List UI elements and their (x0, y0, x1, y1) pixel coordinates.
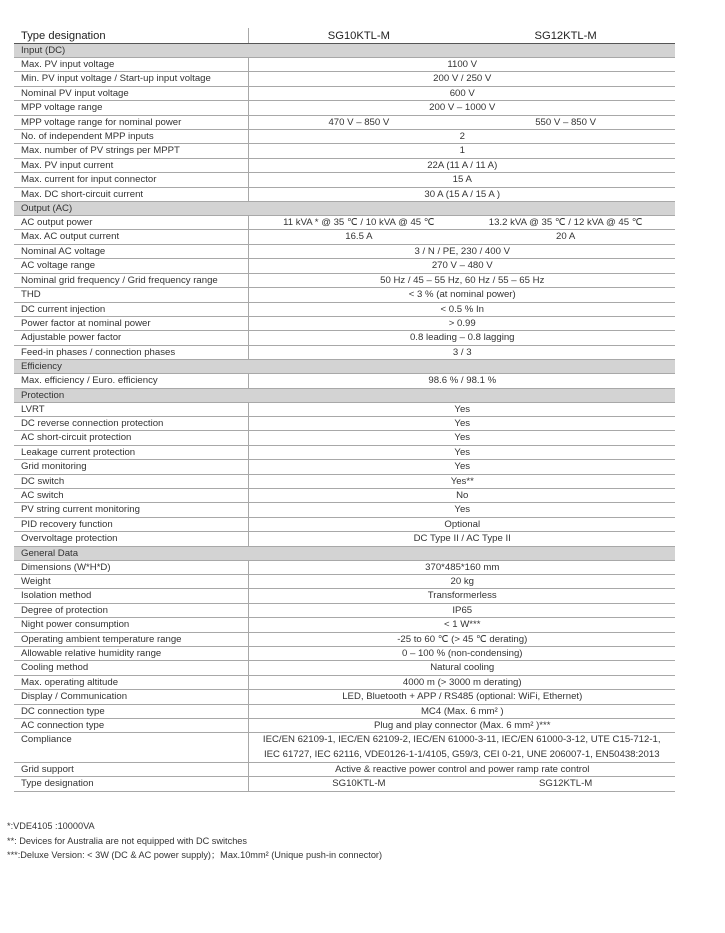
table-header-row (14, 28, 675, 44)
spec-row (14, 503, 675, 517)
spec-label: Adjustable power factor (14, 331, 248, 345)
spec-value: > 0.99 (248, 316, 675, 330)
spec-value: < 1 W*** (248, 618, 675, 632)
spec-label: Max. PV input voltage (14, 58, 248, 72)
spec-label: PID recovery function (14, 517, 248, 531)
spec-label: Type designation (14, 777, 248, 791)
spec-label: Isolation method (14, 589, 248, 603)
spec-row (14, 431, 675, 445)
spec-value: Yes (248, 416, 675, 430)
spec-value: 370*485*160 mm (248, 560, 675, 574)
spec-row (14, 575, 675, 589)
footnote-1: *:VDE4105 :10000VA (7, 821, 95, 831)
spec-value-cell (248, 777, 675, 791)
spec-row (14, 230, 675, 244)
spec-value: 98.6 % / 98.1 % (248, 374, 675, 388)
spec-value: IEC/EN 62109-1, IEC/EN 62109-2, IEC/EN 61000-3-11, IEC/EN 61000-3-12, UTE C15-712-1, IEC 61727, IEC 62116, VDE0126-1-1/4105, G59/3, CEI 0-21, UNE 206007-1, EN50438:2013 (248, 733, 675, 762)
datasheet (14, 28, 675, 792)
spec-value: No (248, 488, 675, 502)
split-values (256, 116, 670, 129)
spec-row (14, 302, 675, 316)
spec-label: Compliance (14, 733, 248, 762)
spec-label: Power factor at nominal power (14, 316, 248, 330)
spec-value: 1100 V (248, 58, 675, 72)
spec-row (14, 402, 675, 416)
spec-label: Max. PV input current (14, 158, 248, 172)
spec-label: AC output power (14, 216, 248, 230)
spec-label: Degree of protection (14, 603, 248, 617)
spec-label: Max. DC short-circuit current (14, 187, 248, 201)
footnote-2: **: Devices for Australia are not equipped with DC switches (7, 835, 248, 846)
spec-label: Cooling method (14, 661, 248, 675)
spec-value: IP65 (248, 603, 675, 617)
spec-value: Yes** (248, 474, 675, 488)
spec-label: Max. efficiency / Euro. efficiency (14, 374, 248, 388)
spec-row (14, 115, 675, 129)
spec-row (14, 460, 675, 474)
spec-value-model-a: 16.5 A (345, 231, 373, 243)
spec-label: DC reverse connection protection (14, 416, 248, 430)
footnotes (7, 819, 382, 863)
section-header-row (14, 360, 675, 374)
spec-value: Yes (248, 503, 675, 517)
spec-row (14, 158, 675, 172)
spec-label: Overvoltage protection (14, 532, 248, 546)
spec-value: 270 V – 480 V (248, 259, 675, 273)
spec-value: 22A (11 A / 11 A) (248, 158, 675, 172)
spec-row (14, 244, 675, 258)
spec-value-cell (248, 115, 675, 129)
spec-label: No. of independent MPP inputs (14, 130, 248, 144)
spec-label: THD (14, 288, 248, 302)
spec-value: DC Type II / AC Type II (248, 532, 675, 546)
section-title: General Data (14, 546, 675, 560)
spec-row (14, 101, 675, 115)
spec-value: 50 Hz / 45 – 55 Hz, 60 Hz / 55 – 65 Hz (248, 273, 675, 287)
spec-value-model-b: 13.2 kVA @ 35 ℃ / 12 kVA @ 45 ℃ (488, 217, 643, 229)
spec-row (14, 316, 675, 330)
spec-value: Transformerless (248, 589, 675, 603)
footnote-3: ***:Deluxe Version: < 3W (DC & AC power supply)；Max.10mm² (Unique push-in connector) (7, 850, 383, 860)
spec-row (14, 187, 675, 201)
spec-label: AC switch (14, 488, 248, 502)
spec-value: 2 (248, 130, 675, 144)
spec-row (14, 762, 675, 776)
spec-row (14, 58, 675, 72)
spec-value: LED, Bluetooth + APP / RS485 (optional: WiFi, Ethernet) (248, 690, 675, 704)
spec-row (14, 273, 675, 287)
spec-row (14, 560, 675, 574)
spec-label: MPP voltage range for nominal power (14, 115, 248, 129)
spec-table (14, 28, 675, 792)
spec-value-model-b: 550 V – 850 V (535, 116, 597, 128)
header-models (248, 28, 675, 44)
spec-value: Yes (248, 445, 675, 459)
split-values (256, 230, 670, 243)
spec-value: Plug and play connector (Max. 6 mm² )*** (248, 719, 675, 733)
spec-row (14, 647, 675, 661)
spec-value: 1 (248, 144, 675, 158)
spec-value: -25 to 60 ℃ (> 45 ℃ derating) (248, 632, 675, 646)
spec-value: Yes (248, 460, 675, 474)
spec-value: Active & reactive power control and power ramp rate control (248, 762, 675, 776)
spec-value-model-b: 20 A (556, 231, 576, 243)
spec-label: Feed-in phases / connection phases (14, 345, 248, 359)
spec-row (14, 704, 675, 718)
spec-row (14, 719, 675, 733)
spec-label: Weight (14, 575, 248, 589)
spec-row (14, 675, 675, 689)
spec-row (14, 331, 675, 345)
spec-label: Nominal AC voltage (14, 244, 248, 258)
spec-label: Night power consumption (14, 618, 248, 632)
spec-row (14, 345, 675, 359)
header-label: Type designation (14, 28, 248, 44)
spec-value: Yes (248, 431, 675, 445)
spec-label: Min. PV input voltage / Start-up input voltage (14, 72, 248, 86)
spec-label: DC connection type (14, 704, 248, 718)
spec-row (14, 690, 675, 704)
spec-label: Operating ambient temperature range (14, 632, 248, 646)
spec-label: Leakage current protection (14, 445, 248, 459)
spec-value: 3 / 3 (248, 345, 675, 359)
spec-label: Max. number of PV strings per MPPT (14, 144, 248, 158)
spec-label: Nominal grid frequency / Grid frequency range (14, 273, 248, 287)
spec-value: 0.8 leading – 0.8 lagging (248, 331, 675, 345)
spec-value: Yes (248, 402, 675, 416)
spec-value: 200 V – 1000 V (248, 101, 675, 115)
spec-label: AC connection type (14, 719, 248, 733)
spec-row (14, 733, 675, 762)
spec-row (14, 130, 675, 144)
spec-label: AC voltage range (14, 259, 248, 273)
spec-value-model-b: SG12KTL-M (538, 778, 593, 790)
spec-label: Nominal PV input voltage (14, 86, 248, 100)
spec-row (14, 86, 675, 100)
section-header-row (14, 388, 675, 402)
spec-label: PV string current monitoring (14, 503, 248, 517)
spec-label: AC short-circuit protection (14, 431, 248, 445)
spec-label: Max. operating altitude (14, 675, 248, 689)
spec-row (14, 589, 675, 603)
spec-row (14, 474, 675, 488)
spec-row (14, 632, 675, 646)
spec-value: 15 A (248, 173, 675, 187)
spec-label: DC current injection (14, 302, 248, 316)
spec-value: 3 / N / PE, 230 / 400 V (248, 244, 675, 258)
spec-row (14, 603, 675, 617)
spec-value-cell (248, 230, 675, 244)
spec-value: Natural cooling (248, 661, 675, 675)
spec-row (14, 517, 675, 531)
section-title: Efficiency (14, 360, 675, 374)
spec-label: Grid support (14, 762, 248, 776)
spec-value: 30 A (15 A / 15 A ) (248, 187, 675, 201)
spec-row (14, 416, 675, 430)
spec-label: Grid monitoring (14, 460, 248, 474)
spec-label: Max. AC output current (14, 230, 248, 244)
spec-value-model-a: SG10KTL-M (332, 778, 386, 790)
spec-value: < 0.5 % In (248, 302, 675, 316)
spec-value-cell (248, 216, 675, 230)
spec-row (14, 618, 675, 632)
spec-value: 20 kg (248, 575, 675, 589)
spec-value-model-a: 470 V – 850 V (328, 116, 390, 128)
spec-label: DC switch (14, 474, 248, 488)
spec-row (14, 72, 675, 86)
spec-row (14, 173, 675, 187)
section-header-row (14, 546, 675, 560)
spec-label: Display / Communication (14, 690, 248, 704)
section-title: Input (DC) (14, 44, 675, 58)
section-title: Protection (14, 388, 675, 402)
spec-row (14, 661, 675, 675)
spec-value: 0 – 100 % (non-condensing) (248, 647, 675, 661)
model-a-name: SG10KTL-M (327, 30, 390, 42)
spec-value: 200 V / 250 V (248, 72, 675, 86)
spec-row (14, 777, 675, 791)
spec-row (14, 374, 675, 388)
spec-label: Allowable relative humidity range (14, 647, 248, 661)
spec-row (14, 144, 675, 158)
spec-row (14, 488, 675, 502)
spec-value: 4000 m (> 3000 m derating) (248, 675, 675, 689)
spec-label: MPP voltage range (14, 101, 248, 115)
spec-row (14, 259, 675, 273)
spec-row (14, 532, 675, 546)
spec-value: 600 V (248, 86, 675, 100)
section-header-row (14, 202, 675, 216)
spec-value: < 3 % (at nominal power) (248, 288, 675, 302)
spec-value-model-a: 11 kVA * @ 35 ℃ / 10 kVA @ 45 ℃ (283, 217, 435, 229)
spec-value: Optional (248, 517, 675, 531)
spec-label: Max. current for input connector (14, 173, 248, 187)
spec-row (14, 216, 675, 230)
spec-row (14, 445, 675, 459)
spec-label: Dimensions (W*H*D) (14, 560, 248, 574)
section-header-row (14, 44, 675, 58)
spec-label: LVRT (14, 402, 248, 416)
split-values (256, 216, 670, 229)
spec-value: MC4 (Max. 6 mm² ) (248, 704, 675, 718)
split-values (256, 777, 670, 790)
spec-row (14, 288, 675, 302)
section-title: Output (AC) (14, 202, 675, 216)
model-b-name: SG12KTL-M (534, 30, 597, 42)
